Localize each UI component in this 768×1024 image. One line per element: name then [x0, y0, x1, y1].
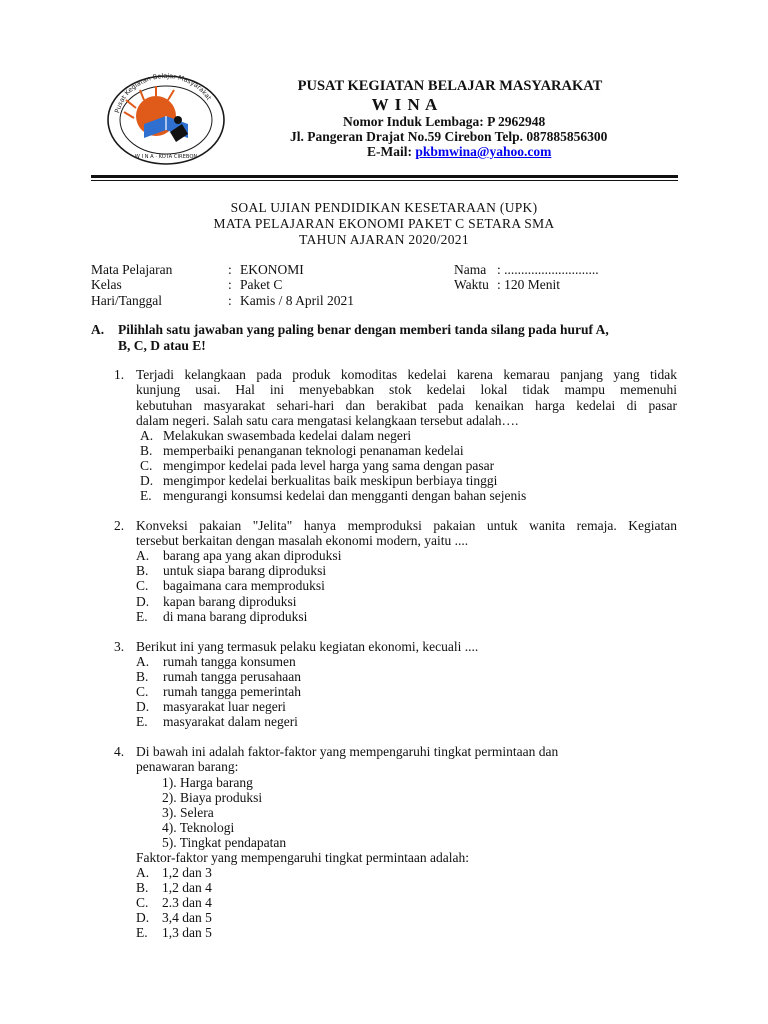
option-letter: E. [136, 925, 148, 940]
option-letter: C. [136, 578, 149, 593]
question-text-line: tersebut berkaitan dengan masalah ekonomi modern, yaitu .... [136, 533, 469, 548]
option-text: masyarakat luar negeri [163, 699, 286, 714]
option-letter: B. [136, 563, 149, 578]
option-text: rumah tangga perusahaan [163, 669, 301, 684]
option-letter: D. [136, 594, 150, 609]
option-letter: B. [136, 880, 149, 895]
option-letter: A. [136, 654, 150, 669]
exam-subject-title: MATA PELAJARAN EKONOMI PAKET C SETARA SMA [213, 216, 555, 231]
subject-colon: : [228, 262, 232, 277]
option-text: bagaimana cara memproduksi [163, 578, 325, 593]
option-text: 3,4 dan 5 [162, 910, 212, 925]
class-value: Paket C [240, 277, 283, 292]
section-instruction-1: Pilihlah satu jawaban yang paling benar dengan memberi tanda silang pada huruf A, [118, 322, 609, 337]
option-text: rumah tangga konsumen [163, 654, 296, 669]
option-text: mengurangi konsumsi kedelai dan mengganti dengan bahan sejenis [163, 488, 527, 503]
option-letter: C. [136, 684, 149, 699]
option-text: 1,3 dan 5 [162, 925, 212, 940]
option-letter: C. [140, 458, 153, 473]
factor-item: 5). Tingkat pendapatan [162, 835, 287, 850]
question-number: 4. [114, 744, 125, 759]
org-name: PUSAT KEGIATAN BELAJAR MASYARAKAT [297, 78, 603, 94]
time-value: : 120 Menit [497, 277, 560, 292]
option-text: masyarakat dalam negeri [163, 714, 298, 729]
institution-logo [104, 72, 228, 168]
option-text: di mana barang diproduksi [163, 609, 308, 624]
option-text: kapan barang diproduksi [163, 594, 297, 609]
logo-bottom-text: W I N A · KOTA CIREBON [134, 154, 198, 160]
option-text: untuk siapa barang diproduksi [163, 563, 327, 578]
registration-number: Nomor Induk Lembaga: P 2962948 [343, 114, 546, 129]
question-number: 2. [114, 518, 125, 533]
section-instruction-2: B, C, D atau E! [118, 338, 206, 353]
option-letter: A. [136, 548, 150, 563]
header-divider [91, 175, 678, 178]
option-letter: E. [136, 714, 148, 729]
question-text-line: Di bawah ini adalah faktor-faktor yang mempengaruhi tingkat permintaan dan [136, 744, 559, 759]
option-text: 1,2 dan 4 [162, 880, 212, 895]
question-follow-up: Faktor-faktor yang mempengaruhi tingkat permintaan adalah: [136, 850, 469, 865]
class-label: Kelas [91, 277, 122, 292]
factor-item: 3). Selera [162, 805, 214, 820]
question-text-line: Terjadi kelangkaan pada produk komoditas kedelai karena kemarau panjang yang tidak [136, 367, 677, 382]
question-text-line: Berikut ini yang termasuk pelaku kegiatan ekonomi, kecuali .... [136, 639, 479, 654]
class-colon: : [228, 277, 232, 292]
option-text: 1,2 dan 3 [162, 865, 212, 880]
option-text: mengimpor kedelai pada level harga yang sama dengan pasar [163, 458, 495, 473]
option-letter: E. [140, 488, 152, 503]
name-label: Nama [454, 262, 487, 277]
time-label: Waktu [454, 277, 489, 292]
option-text: rumah tangga pemerintah [163, 684, 301, 699]
option-letter: A. [136, 865, 150, 880]
date-label: Hari/Tanggal [91, 293, 163, 308]
exam-title: SOAL UJIAN PENDIDIKAN KESETARAAN (UPK) [230, 200, 538, 215]
option-letter: B. [140, 443, 153, 458]
option-text: memperbaiki penanganan teknologi penanaman kedelai [163, 443, 464, 458]
option-letter: D. [136, 910, 150, 925]
option-letter: B. [136, 669, 149, 684]
date-value: Kamis / 8 April 2021 [240, 293, 354, 308]
factor-item: 4). Teknologi [162, 820, 235, 835]
question-text-line: kunjung usai. Hal ini menyebabkan stok kedelai lokal tidak mampu memenuhi [136, 382, 677, 397]
question-text-line: kebutuhan masyarakat sehari-hari dan berakibat pada kenaikan harga kedelai di pasar [136, 398, 677, 413]
option-letter: D. [140, 473, 154, 488]
org-short-name: W I N A [371, 95, 439, 114]
option-text: Melakukan swasembada kedelai dalam negeri [163, 428, 412, 443]
subject-label: Mata Pelajaran [91, 262, 173, 277]
section-letter: A. [91, 322, 105, 337]
option-letter: D. [136, 699, 150, 714]
header-divider-thin [91, 180, 678, 181]
factor-item: 2). Biaya produksi [162, 790, 263, 805]
org-email-line [367, 144, 551, 160]
logo-arc-text: Pusat Kegiatan Belajar Masyarakat [113, 72, 213, 114]
org-address: Jl. Pangeran Drajat No.59 Cirebon Telp. 087885856300 [290, 129, 608, 144]
question-number: 1. [114, 367, 125, 382]
name-field[interactable]: : ............................ [497, 262, 599, 277]
date-colon: : [228, 293, 232, 308]
option-text: mengimpor kedelai berkualitas baik meskipun berbiaya tinggi [163, 473, 498, 488]
question-number: 3. [114, 639, 125, 654]
option-letter: C. [136, 895, 149, 910]
question-text-line: penawaran barang: [136, 759, 239, 774]
option-text: barang apa yang akan diproduksi [163, 548, 342, 563]
factor-item: 1). Harga barang [162, 775, 253, 790]
exam-year: TAHUN AJARAN 2020/2021 [299, 232, 469, 247]
option-text: 2.3 dan 4 [162, 895, 212, 910]
question-text-line: Konveksi pakaian "Jelita" hanya memproduksi pakaian untuk wanita remaja. Kegiatan [136, 518, 677, 533]
option-letter: E. [136, 609, 148, 624]
question-text-line: dalam negeri. Salah satu cara mengatasi kelangkaan tersebut adalah…. [136, 413, 519, 428]
option-letter: A. [140, 428, 154, 443]
email-label: E-Mail: [367, 144, 416, 159]
email-link[interactable]: pkbmwina@yahoo.com [415, 144, 552, 159]
subject-value: EKONOMI [240, 262, 304, 277]
